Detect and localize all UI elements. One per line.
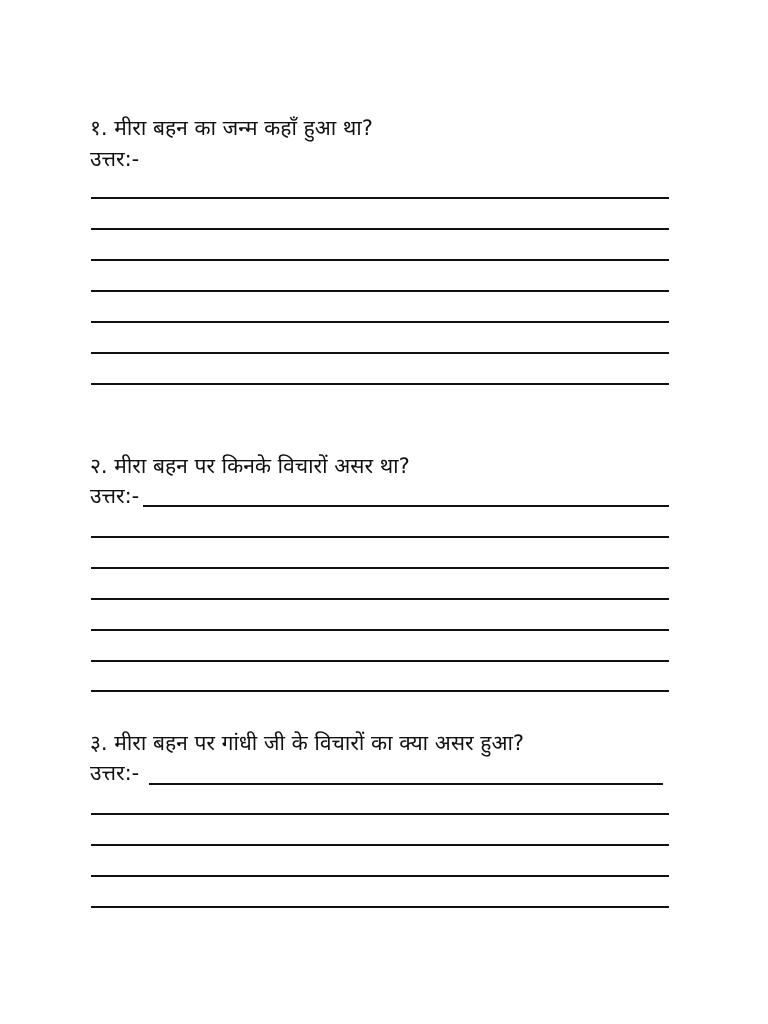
answer-line[interactable] <box>149 783 663 785</box>
question-2: २. मीरा बहन पर किनके विचारों असर था? <box>90 454 410 478</box>
answer-line[interactable] <box>91 567 669 569</box>
answer-line[interactable] <box>91 321 669 323</box>
answer-line[interactable] <box>143 505 669 507</box>
answer-line[interactable] <box>91 690 669 692</box>
answer-line[interactable] <box>91 906 669 908</box>
answer-line[interactable] <box>91 259 669 261</box>
answer-line[interactable] <box>91 197 669 199</box>
answer-line[interactable] <box>91 536 669 538</box>
answer-line[interactable] <box>91 875 669 877</box>
answer-label-2: उत्तर:- <box>90 484 140 508</box>
question-1: १. मीरा बहन का जन्म कहाँ हुआ था? <box>90 116 373 140</box>
answer-line[interactable] <box>91 598 669 600</box>
answer-line[interactable] <box>91 383 669 385</box>
answer-line[interactable] <box>91 352 669 354</box>
answer-line[interactable] <box>91 660 669 662</box>
question-3: ३. मीरा बहन पर गांधी जी के विचारों का क्या असर हुआ? <box>90 731 525 755</box>
answer-label-3: उत्तर:- <box>90 761 140 785</box>
answer-line[interactable] <box>91 813 669 815</box>
answer-line[interactable] <box>91 844 669 846</box>
answer-label-1: उत्तर:- <box>90 147 140 171</box>
answer-line[interactable] <box>91 290 669 292</box>
answer-line[interactable] <box>91 228 669 230</box>
answer-line[interactable] <box>91 629 669 631</box>
